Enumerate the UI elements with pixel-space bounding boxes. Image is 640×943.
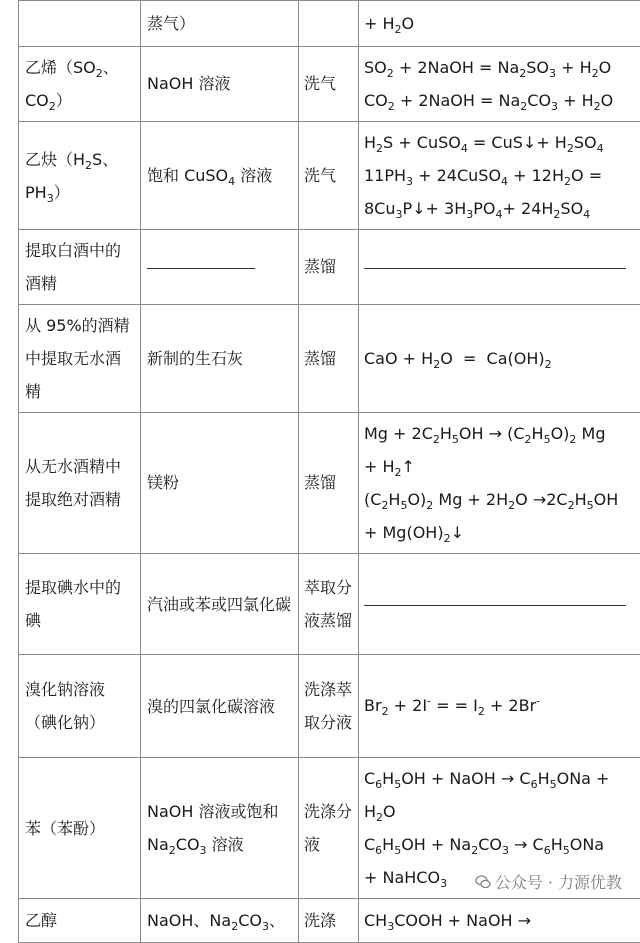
table-row xyxy=(19,122,640,230)
cell-text: 洗涤萃取分液 xyxy=(304,680,352,732)
equation-line: $Mg + 2C_2H_5OH \to (C_2H_5O)_2$ Mg xyxy=(364,417,640,450)
cell-text: 乙醇 xyxy=(25,911,57,930)
equation-line: $H_2O$ xyxy=(364,795,640,828)
cell-text: 从无水酒精中提取绝对酒精 xyxy=(25,457,121,509)
cell-mixture xyxy=(19,655,141,758)
cell-reagent xyxy=(141,305,299,413)
cell-method xyxy=(299,305,359,413)
cell-equation xyxy=(359,122,640,230)
equation-line: $8Cu_3P↓+ 3H_3PO_4+ 24H_2SO_4$ xyxy=(364,192,640,225)
separation-table xyxy=(18,0,640,943)
equation-line: $CO_2$ + 2NaOH = $Na_2CO_3 + H_2O$ xyxy=(364,84,640,117)
cell-text: 洗涤 xyxy=(304,911,336,930)
cell-text: 乙烯（$SO_2$、$CO_2$） xyxy=(25,58,119,110)
table-row xyxy=(19,655,640,758)
cell-method xyxy=(299,1,359,47)
cell-text: 蒸馏 xyxy=(304,257,336,276)
cell-reagent xyxy=(141,47,299,122)
table-row xyxy=(19,413,640,554)
cell-text: 蒸气） xyxy=(147,14,195,33)
cell-method xyxy=(299,122,359,230)
cell-equation xyxy=(359,655,640,758)
equation-line: $SO_2$ + 2NaOH = $Na_2SO_3 + H_2O$ xyxy=(364,51,640,84)
equation-line: + NaHCO$_3$ xyxy=(364,861,640,894)
cell-reagent xyxy=(141,899,299,943)
cell-text: 洗涤分液 xyxy=(304,802,352,854)
cell-mixture xyxy=(19,413,141,554)
cell-method xyxy=(299,230,359,305)
cell-equation xyxy=(359,413,640,554)
watermark xyxy=(475,870,622,893)
cell-text: NaOH 溶液或饱和 $Na_2CO_3$ 溶液 xyxy=(147,802,279,854)
blank-line xyxy=(364,604,626,606)
cell-method xyxy=(299,554,359,655)
cell-method xyxy=(299,758,359,899)
cell-equation xyxy=(359,554,640,655)
cell-text: 提取碘水中的碘 xyxy=(25,578,121,630)
watermark-text: 公众号 · 力源优教 xyxy=(495,870,622,893)
cell-text: 从 95%的酒精中提取无水酒精 xyxy=(25,316,130,401)
cell-text: 饱和 CuSO$_4$ 溶液 xyxy=(147,166,272,185)
cell-equation xyxy=(359,1,640,47)
cell-reagent xyxy=(141,554,299,655)
equation-line: $Br_2 + 2I^-$ = = $I_2 + 2Br^-$ xyxy=(364,689,640,723)
cell-mixture xyxy=(19,122,141,230)
cell-text: 洗气 xyxy=(304,166,336,185)
cell-text: 溴的四氯化碳溶液 xyxy=(147,697,275,716)
cell-mixture xyxy=(19,1,141,47)
table-row xyxy=(19,554,640,655)
equation-line: + $H_2O$ xyxy=(364,7,640,41)
table-row xyxy=(19,899,640,943)
table-row xyxy=(19,1,640,47)
cell-reagent xyxy=(141,230,299,305)
cell-text: 萃取分液蒸馏 xyxy=(304,578,352,630)
cell-text: 蒸馏 xyxy=(304,349,336,368)
cell-text: 新制的生石灰 xyxy=(147,349,243,368)
blank-line xyxy=(147,267,255,269)
cell-text: 镁粉 xyxy=(147,473,179,492)
cell-reagent xyxy=(141,122,299,230)
cell-text: 提取白酒中的酒精 xyxy=(25,241,121,293)
equation-line: $C_6H_5OH + Na_2CO_3 \to C_6H_5ONa$ xyxy=(364,828,640,861)
cell-text: 洗气 xyxy=(304,74,336,93)
cell-method xyxy=(299,655,359,758)
equation-line: + $H_2↑$ xyxy=(364,450,640,483)
cell-mixture xyxy=(19,230,141,305)
cell-method xyxy=(299,47,359,122)
cell-equation xyxy=(359,230,640,305)
cell-reagent xyxy=(141,758,299,899)
equation-line: $H_2S$ + CuSO$_4$ = CuS↓+ $H_2SO_4$ xyxy=(364,126,640,159)
cell-mixture xyxy=(19,554,141,655)
cell-equation xyxy=(359,899,640,943)
table-body xyxy=(19,1,640,943)
cell-mixture xyxy=(19,305,141,413)
cell-reagent xyxy=(141,413,299,554)
cell-method xyxy=(299,413,359,554)
cell-text: NaOH 溶液 xyxy=(147,74,231,93)
cell-text: 蒸馏 xyxy=(304,473,336,492)
cell-text: 乙炔（$H_2S$、$PH_3$） xyxy=(25,150,118,202)
cell-mixture xyxy=(19,47,141,122)
cell-mixture xyxy=(19,899,141,943)
wechat-icon xyxy=(475,874,491,890)
cell-text: NaOH、$Na_2CO_3$、 xyxy=(147,911,285,930)
equation-line: $C_6H_5OH$ + NaOH → $C_6H_5ONa$ + xyxy=(364,762,640,795)
cell-reagent xyxy=(141,1,299,47)
equation-line: + $Mg(OH)_2↓$ xyxy=(364,516,640,549)
cell-method xyxy=(299,899,359,943)
table-row xyxy=(19,47,640,122)
cell-mixture xyxy=(19,758,141,899)
equation-line: $11PH_3$ + 24CuSO$_4$ + $12H_2O$ = xyxy=(364,159,640,192)
cell-text: 汽油或苯或四氯化碳 xyxy=(147,595,291,614)
equation-line: $(C_2H_5O)_2$ $Mg + 2H_2O \to 2C_2H_5OH$ xyxy=(364,483,640,516)
equation-line: $CH_3COOH$ + NaOH → xyxy=(364,904,640,938)
cell-equation xyxy=(359,305,640,413)
cell-text: 溴化钠溶液（碘化钠） xyxy=(25,680,105,732)
table-row xyxy=(19,230,640,305)
blank-line xyxy=(364,267,626,269)
cell-equation xyxy=(359,47,640,122)
equation-line: CaO + $H_2O = Ca(OH)_2$ xyxy=(364,342,640,376)
table-row xyxy=(19,305,640,413)
cell-reagent xyxy=(141,655,299,758)
cell-text: 苯（苯酚） xyxy=(25,819,105,838)
